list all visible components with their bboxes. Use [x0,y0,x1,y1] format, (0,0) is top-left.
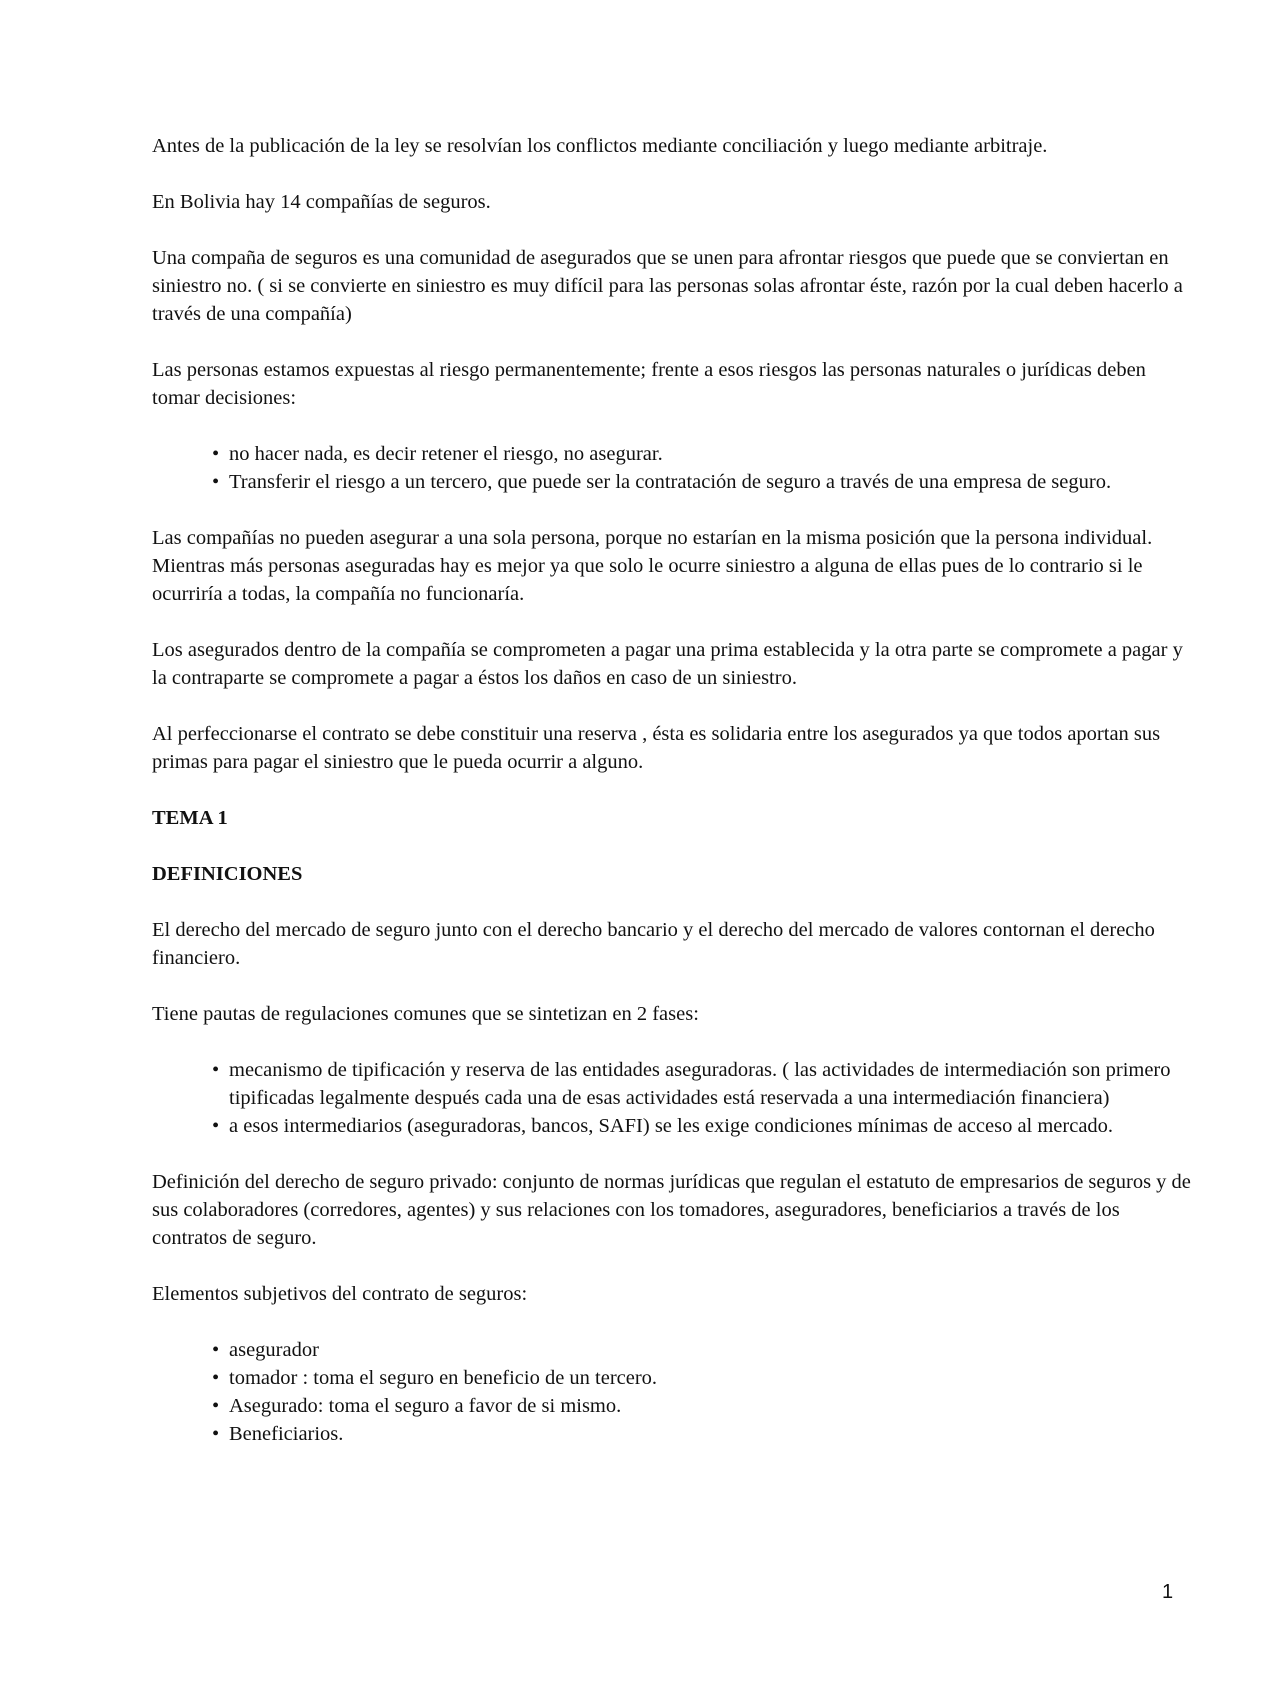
bullet-icon: • [212,1115,220,1137]
paragraph-companies-cannot-insure-one: Las compañías no pueden asegurar a una sola persona, porque no estarían en la misma posición que la persona individual. Mientras más personas aseguradas hay es mejor ya que solo le ocurre siniestro a alguna de ellas pues de lo contrario si le ocurriría a todas, la compañía no funcionaría. [152,527,1153,605]
list-item: • Beneficiarios. [212,1420,1192,1448]
paragraph-risk-exposure: Las personas estamos expuestas al riesgo permanentemente; frente a esos riesgos las personas naturales o jurídicas deben tomar decisiones: [152,359,1146,409]
list-item: • tomador : toma el seguro en beneficio de un tercero. [212,1364,1192,1392]
paragraph-premium-commitment: Los asegurados dentro de la compañía se comprometen a pagar una prima establecida y la otra parte se compromete a pagar y la contraparte se compromete a pagar a éstos los daños en caso de un siniestro. [152,639,1183,689]
bullet-icon: • [212,1059,220,1081]
paragraph-insurance-community: Una compaña de seguros es una comunidad de asegurados que se unen para afrontar riesgos que puede que se conviertan en siniestro no. ( si se convierte en siniestro es muy difícil para las personas solas afrontar éste, razón por la cual deben hacerlo a través de una compañía) [152,247,1183,325]
paragraph-reserve: Al perfeccionarse el contrato se debe constituir una reserva , ésta es solidaria entre los asegurados ya que todos aportan sus primas para pagar el siniestro que le pueda ocurrir a alguno. [152,723,1161,773]
subjective-elements-list [152,1336,1192,1448]
document-page [152,132,1192,1476]
heading-definiciones: DEFINICIONES [152,863,303,885]
list-item: • Transferir el riesgo a un tercero, que puede ser la contratación de seguro a través de una empresa de seguro. [212,468,1192,496]
bullet-icon: • [212,471,220,493]
list-item: • mecanismo de tipificación y reserva de las entidades aseguradoras. ( las actividades de intermediación son primero tipificadas legalmente después cada una de esas actividades está reservada a una intermediación financiera) [212,1056,1192,1112]
paragraph-conflicts: Antes de la publicación de la ley se resolvían los conflictos mediante conciliación y luego mediante arbitraje. [152,135,1048,157]
list-item: • no hacer nada, es decir retener el riesgo, no asegurar. [212,440,1192,468]
regulation-phases-list [152,1056,1192,1140]
bullet-icon: • [212,443,220,465]
list-item: • asegurador [212,1336,1192,1364]
page-number: 1 [1162,1581,1174,1603]
list-item: • Asegurado: toma el seguro a favor de si mismo. [212,1392,1192,1420]
bullet-icon: • [212,1395,220,1417]
bullet-icon: • [212,1339,220,1361]
paragraph-bolivia-companies: En Bolivia hay 14 compañías de seguros. [152,191,491,213]
bullet-icon: • [212,1423,220,1445]
paragraph-regulation-phases: Tiene pautas de regulaciones comunes que se sintetizan en 2 fases: [152,1003,699,1025]
risk-decisions-list [152,440,1192,496]
heading-tema-1: TEMA 1 [152,807,228,829]
bullet-icon: • [212,1367,220,1389]
list-item: • a esos intermediarios (aseguradoras, bancos, SAFI) se les exige condiciones mínimas de acceso al mercado. [212,1112,1192,1140]
paragraph-subjective-elements: Elementos subjetivos del contrato de seguros: [152,1283,528,1305]
paragraph-private-insurance-definition: Definición del derecho de seguro privado: conjunto de normas jurídicas que regulan el estatuto de empresarios de seguros y de sus colaboradores (corredores, agentes) y sus relaciones con los tomadores, aseguradores, beneficiarios a través de los contratos de seguro. [152,1171,1191,1249]
paragraph-financial-law: El derecho del mercado de seguro junto con el derecho bancario y el derecho del mercado de valores contornan el derecho financiero. [152,919,1155,969]
